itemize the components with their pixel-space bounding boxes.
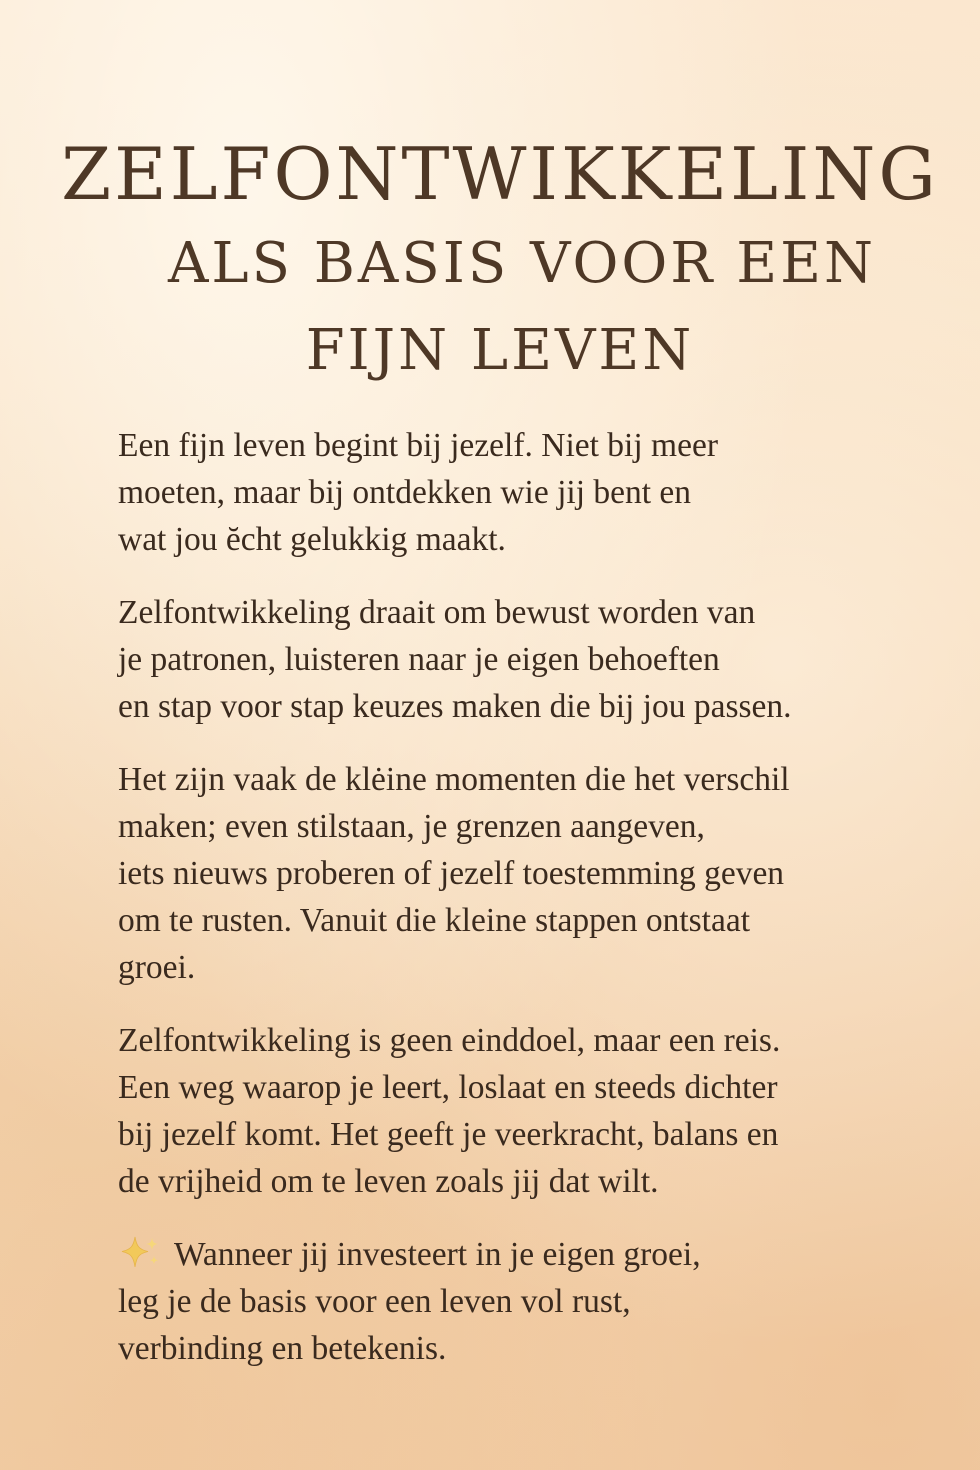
paragraph-line: om te rusten. Vanuit die kleine stappen ontstaat [118,902,751,939]
body-text [118,422,918,1398]
paragraph-line: verbinding en betekenis. [118,1330,447,1367]
paragraph-4 [118,1017,918,1205]
paragraph-line-with-icon [118,1231,918,1278]
page-title [60,128,940,394]
paragraph-line: de vrijheid om te leven zoals jij dat wilt. [118,1163,659,1200]
paragraph-line: Zelfontwikkeling draait om bewust worden van [118,594,756,631]
title-line-2: ALS BASIS VOOR EEN [167,231,877,296]
paragraph-line: wat jou ĕcht gelukkig maakt. [118,521,506,558]
paragraph-line: Het zijn vaak de klėine momenten die het verschil [118,761,790,798]
title-line-3: FIJN LEVEN [305,318,695,383]
paragraph-3 [118,756,918,991]
paragraph-line: bij jezelf komt. Het geeft je veerkracht, balans en [118,1116,779,1153]
paragraph-1 [118,422,918,563]
paragraph-line: en stap voor stap keuzes maken die bij jou passen. [118,688,792,725]
paragraph-line: Zelfontwikkeling is geen einddoel, maar een reis. [118,1022,781,1059]
paragraph-line: groei. [118,949,196,986]
sparkles-icon [118,1235,162,1269]
paragraph-2 [118,589,918,730]
paragraph-line: moeten, maar bij ontdekken wie jij bent en [118,474,692,511]
title-line-1: ZELFONTWIKKELING [61,132,939,216]
paragraph-line: iets nieuws proberen of jezelf toestemming geven [118,855,785,892]
paragraph-line: Wanneer jij investeert in je eigen groei, [174,1236,701,1273]
paragraph-line: maken; even stilstaan, je grenzen aangeven, [118,808,705,845]
paragraph-line: je patronen, luisteren naar je eigen behoeften [118,641,720,678]
paragraph-5 [118,1231,918,1372]
paragraph-line: Een fijn leven begint bij jezelf. Niet bij meer [118,427,718,464]
paragraph-line: Een weg waarop je leert, loslaat en steeds dichter [118,1069,778,1106]
paragraph-line: leg je de basis voor een leven vol rust, [118,1283,631,1320]
